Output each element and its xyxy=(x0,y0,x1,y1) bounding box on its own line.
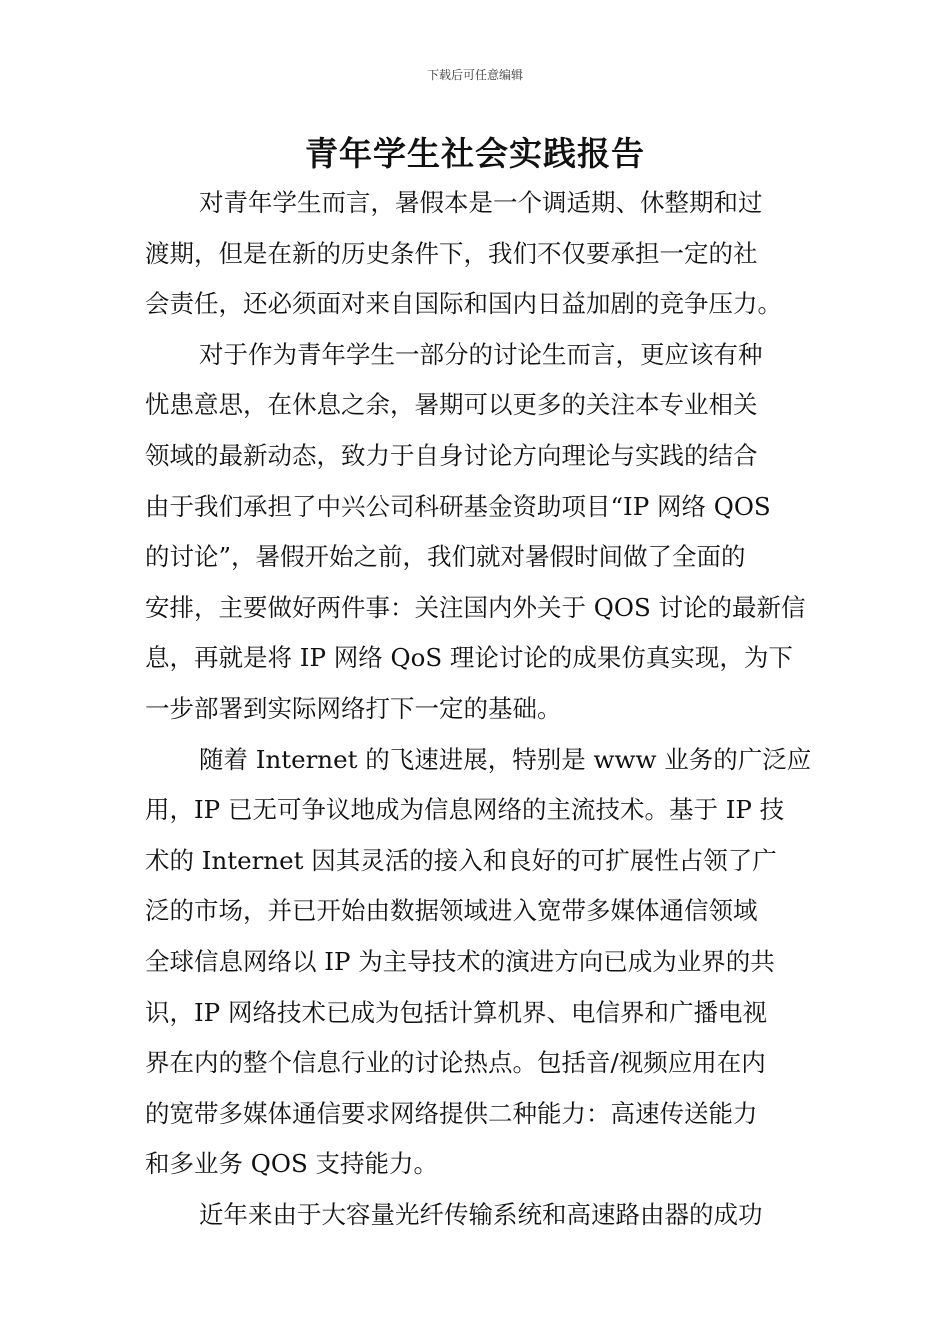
document-body xyxy=(145,178,810,1240)
paragraph-line: 领域的最新动态，致力于自身讨论方向理论与实践的结合 xyxy=(145,440,758,470)
paragraph-line: 会责任，还必须面对来自国际和国内日益加剧的竞争压力。 xyxy=(145,289,782,319)
paragraph-line: 用，IP 已无可争议地成为信息网络的主流技术。基于 IP 技 xyxy=(145,795,785,825)
paragraph-line: 泛的市场，并已开始由数据领域进入宽带多媒体通信领域 xyxy=(145,896,758,926)
paragraph-line: 安排，主要做好两件事：关注国内外关于 QOS 讨论的最新信 xyxy=(145,592,806,622)
paragraph-line: 一步部署到实际网络打下一定的基础。 xyxy=(145,693,562,723)
paragraph-line: 的宽带多媒体通信要求网络提供二种能力：高速传送能力 xyxy=(145,1098,758,1128)
paragraph-line: 渡期，但是在新的历史条件下，我们不仅要承担一定的社 xyxy=(145,238,758,268)
paragraph-line: 识，IP 网络技术已成为包括计算机界、电信界和广播电视 xyxy=(145,997,767,1027)
paragraph-line: 由于我们承担了中兴公司科研基金资助项目“IP 网络 QOS xyxy=(145,491,771,521)
paragraph-line: 随着 Internet 的飞速进展，特别是 www 业务的广泛应 xyxy=(199,744,812,774)
document-title: 青年学生社会实践报告 xyxy=(305,134,645,173)
paragraph-line: 和多业务 QOS 支持能力。 xyxy=(145,1149,439,1179)
paragraph-line: 全球信息网络以 IP 为主导技术的演进方向已成为业界的共 xyxy=(145,946,775,976)
paragraph-line: 界在内的整个信息行业的讨论热点。包括音/视频应用在内 xyxy=(145,1048,766,1078)
paragraph-line: 术的 Internet 因其灵活的接入和良好的可扩展性占领了广 xyxy=(145,845,777,875)
paragraph-line: 对于作为青年学生一部分的讨论生而言，更应该有种 xyxy=(199,339,763,369)
paragraph-line: 息，再就是将 IP 网络 QoS 理论讨论的成果仿真实现，为下 xyxy=(145,643,793,673)
paragraph-line: 近年来由于大容量光纤传输系统和高速路由器的成功 xyxy=(199,1199,763,1229)
paragraph-line: 的讨论”，暑假开始之前，我们就对暑假时间做了全面的 xyxy=(145,542,746,572)
paragraph-line: 对青年学生而言，暑假本是一个调适期、休整期和过 xyxy=(199,188,763,217)
paragraph-line: 忧患意思，在休息之余，暑期可以更多的关注本专业相关 xyxy=(145,390,758,420)
header-note: 下载后可任意编辑 xyxy=(426,68,523,82)
